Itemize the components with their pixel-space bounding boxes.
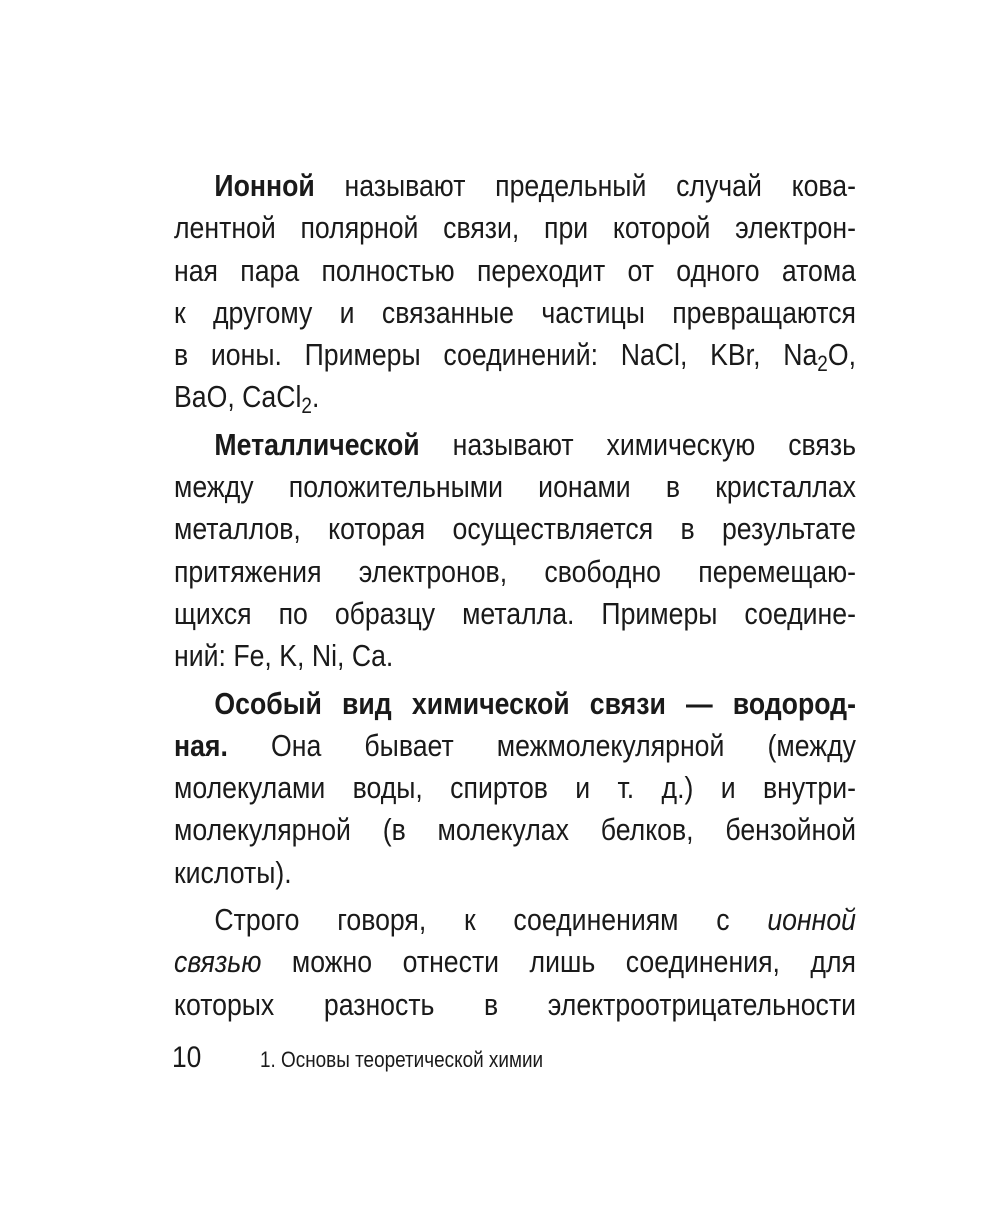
para1-line6-end: . xyxy=(311,379,320,415)
running-title: 1. Основы теоретической химии xyxy=(260,1047,544,1072)
para4-line2-text: можно отнести лишь соединения, для xyxy=(261,944,856,980)
body-text xyxy=(174,165,856,1026)
para3-line5: кислоты). xyxy=(174,854,292,890)
para1-line5-text: в ионы. Примеры соединений: NaCl, KBr, Na xyxy=(174,337,818,373)
italic-bond: связью xyxy=(174,944,262,980)
para2-line4: притяжения электронов, свободно перемещаю- xyxy=(174,553,856,589)
para2-line1-text: называют химическую связь xyxy=(419,426,856,462)
para2-line6: ний: Fe, K, Ni, Ca. xyxy=(174,638,394,674)
term-hydrogen-end: ная. xyxy=(174,727,228,763)
subscript-2: 2 xyxy=(301,393,312,419)
para3-line1: Особый вид химической связи — водород- xyxy=(214,685,856,721)
page-number: 10 xyxy=(172,1041,202,1074)
para4-line2 xyxy=(174,941,856,983)
para2-line5: щихся по образцу металла. Примеры соедине- xyxy=(174,595,856,631)
para1-line1-text: называют предельный случай кова- xyxy=(314,168,856,203)
para1-line2: лентной полярной связи, при которой электрон- xyxy=(174,210,856,246)
para1-line5-end: O, xyxy=(827,337,856,373)
para4-line1 xyxy=(174,899,856,941)
term-ionic: Ионной xyxy=(214,168,315,203)
para2-line1 xyxy=(174,424,856,466)
para4-line3: которых разность в электроотрицательности xyxy=(174,986,856,1022)
para1-line6-text: BaO, CaCl xyxy=(174,379,302,415)
para4-line1-text: Строго говоря, к соединениям с xyxy=(214,902,768,938)
italic-ionic: ионной xyxy=(767,902,856,938)
para1-line6 xyxy=(174,376,761,418)
para3-line2 xyxy=(174,725,856,767)
para3-line2-text: Она бывает межмолекулярной (между xyxy=(227,727,856,763)
subscript-2: 2 xyxy=(817,351,828,377)
para1-line1 xyxy=(174,165,856,207)
para2-line3: металлов, которая осуществляется в результате xyxy=(174,511,856,547)
para3-line4: молекулярной (в молекулах белков, бензойной xyxy=(174,812,856,848)
para1-line4: к другому и связанные частицы превращаются xyxy=(174,294,856,330)
para1-line5 xyxy=(174,334,856,376)
para3-line3: молекулами воды, спиртов и т. д.) и внутри- xyxy=(174,770,856,806)
term-metallic: Металлической xyxy=(214,426,420,462)
para2-line2: между положительными ионами в кристаллах xyxy=(174,469,856,505)
para1-line3: ная пара полностью переходит от одного атома xyxy=(174,252,856,288)
